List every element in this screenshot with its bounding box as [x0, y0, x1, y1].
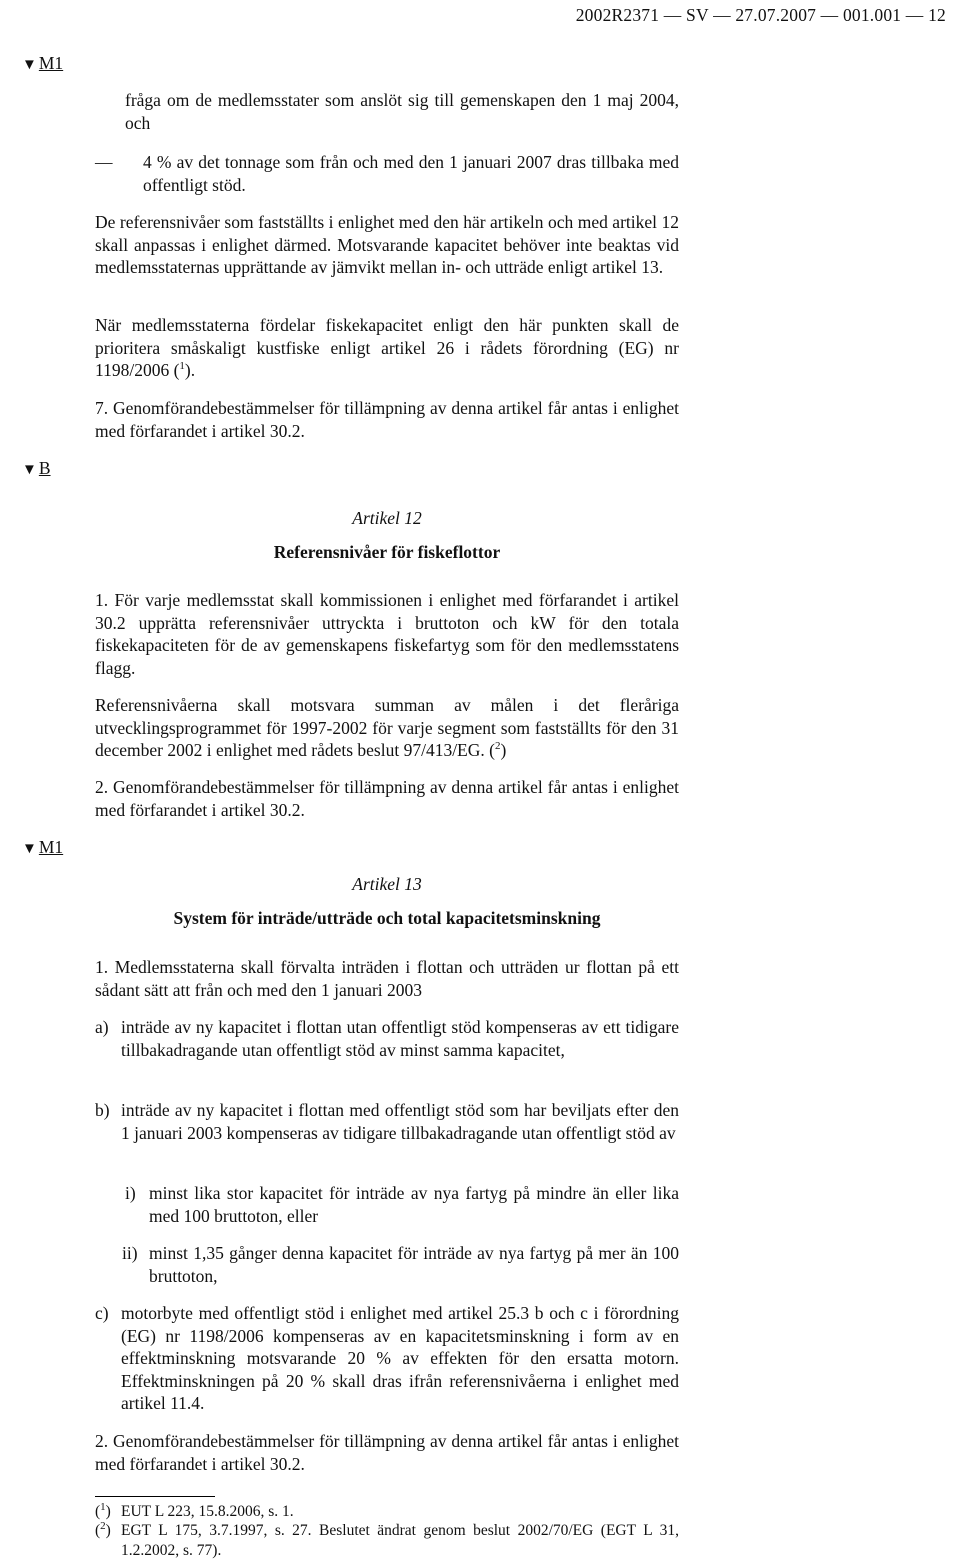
amendment-marker-b: ▼ B — [22, 458, 51, 478]
footnote-divider — [95, 1496, 215, 1497]
article-13-para-1: 1. Medlemsstaterna skall förvalta inträden i flottan och utträden ur flottan på ett sådant sätt att från och med den 1 januari 2003 — [95, 957, 679, 1000]
article-12-para-3: 2. Genomförandebestämmelser för tillämpning av denna artikel får antas i enlighet med förfarandet i artikel 30.2. — [95, 777, 679, 820]
amendment-marker-m1-2: ▼ M1 — [22, 837, 64, 857]
article-12-subtitle: Referensnivåer för fiskeflottor — [273, 542, 501, 562]
dash-item: — 4 % av det tonnage som från och med den 1 januari 2007 dras tillbaka med offentligt stöd. — [95, 152, 679, 195]
list-item-ii: ii) minst 1,35 gånger denna kapacitet för inträde av nya fartyg på mer än 100 bruttoton, — [122, 1243, 679, 1286]
triangle-down-icon: ▼ — [22, 462, 37, 478]
paragraph-p3: De referensnivåer som fastställts i enlighet med den här artikeln och med artikel 12 skall anpassas i enlighet därmed. Motsvarande kapacitet behöver inte beaktas vid medlemsstaternas upprättande av jämvikt mellan in- och utträde enligt artikel 13. — [95, 212, 679, 277]
list-item-b: b) inträde av ny kapacitet i flottan med offentligt stöd som har beviljats efter den 1 januari 2003 kompenseras av tidigare tillbakadragande utan offentligt stöd av — [95, 1100, 679, 1143]
footnote-ref[interactable]: 1 — [179, 360, 185, 373]
list-item-a: a) inträde av ny kapacitet i flottan utan offentligt stöd kompenseras av ett tidigare tillbakadragande utan offentligt stöd av minst samma kapacitet, — [95, 1017, 679, 1060]
list-item-c: c) motorbyte med offentligt stöd i enlighet med artikel 25.3 b och c i förordning (EG) nr 1198/2006 kompenseras av en kapacitetsminskning i form av en effektminskning motsvarande 20 % av effekten för den ersatta motorn. Effektminskningen på 20 % skall dras ifrån referensnivåerna i enlighet med artikel 11.4. — [95, 1303, 679, 1413]
amendment-marker-m1: ▼ M1 — [22, 53, 64, 73]
article-12-para-1: 1. För varje medlemsstat skall kommissionen i enlighet med förfarandet i artikel 30.2 upprätta referensnivåer uttryckta i bruttoton och kW för den totala fiskekapaciteten för de av gemenskapens fiskefartyg som för den medlemsstatens flagg. — [95, 590, 679, 678]
page-header: 2002R2371 — SV — 27.07.2007 — 001.001 — 12 — [575, 5, 946, 25]
triangle-down-icon: ▼ — [22, 841, 37, 857]
list-item-i: i) minst lika stor kapacitet för inträde av nya fartyg på mindre än eller lika med 100 bruttoton, eller — [125, 1183, 679, 1226]
footnote-ref[interactable]: 2 — [494, 740, 501, 753]
paragraph-p5: 7. Genomförandebestämmelser för tillämpning av denna artikel får antas i enlighet med förfarandet i artikel 30.2. — [95, 398, 679, 441]
dash-marker: — — [95, 152, 113, 172]
footnote-1: ($^1$) EUT L 223, 15.8.2006, s. 1. — [95, 1500, 294, 1520]
article-13-para-2: 2. Genomförandebestämmelser för tillämpning av denna artikel får antas i enlighet med förfarandet i artikel 30.2. — [95, 1431, 679, 1474]
article-12-para-2: Referensnivåerna skall motsvara summan av målen i det fleråriga utvecklingsprogrammet för 1997-2002 för varje segment som fastställts för den 31 december 2002 i enlighet med rådets beslut 97/413/EG. ($^2$) — [95, 695, 679, 760]
footnote-2: ($^2$) EGT L 175, 3.7.1997, s. 27. Beslutet ändrat genom beslut 2002/70/EG (EGT L 31, 1.2.2002, s. 77). — [95, 1519, 679, 1559]
article-13-subtitle: System för inträde/utträde och total kapacitetsminskning — [173, 908, 601, 928]
paragraph-p1: fråga om de medlemsstater som anslöt sig till gemenskapen den 1 maj 2004, och — [125, 90, 679, 133]
article-12-title: Artikel 12 — [352, 508, 422, 528]
triangle-down-icon: ▼ — [22, 57, 37, 73]
article-13-title: Artikel 13 — [352, 874, 422, 894]
paragraph-p4: När medlemsstaterna fördelar fiskekapacitet enligt den här punkten skall de prioritera småskaligt kustfiske enligt artikel 26 i rådets förordning (EG) nr 1198/2006 ($^1$). — [95, 315, 679, 380]
